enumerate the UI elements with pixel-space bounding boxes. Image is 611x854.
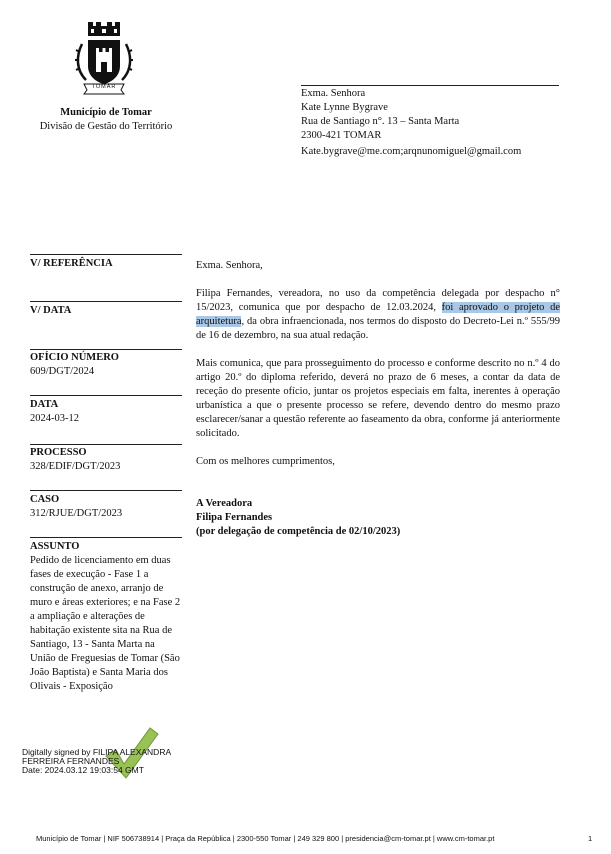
v-data-label: V/ DATA xyxy=(30,305,72,316)
paragraph-1-end: , da obra infraencionada, nos termos do disposto do Decreto-Lei n.º 555/99 de 16 de dezembro, na sua atual redação. xyxy=(196,316,560,341)
letter-body xyxy=(196,259,560,469)
assunto-value: Pedido de licenciamento em duas fases de execução - Fase 1 a construção de anexo, arranjo de muro e áreas exteriores; e na Fase 2 a ampliação e alterações de habitação existente sita na Rua de Santiago, 13 - Santa Marta na União de Freguesias de Tomar (São João Baptista) e Santa Maria dos Olivais - Exposição xyxy=(30,555,181,692)
caso-value: 312/RJUE/DGT/2023 xyxy=(30,508,123,519)
recipient-street: Rua de Santiago n°. 13 – Santa Marta xyxy=(301,116,460,127)
paragraph-2: Mais comunica, que para prosseguimento do processo e conforme descrito no n.º 4 do artigo 20.º do diploma referido, deverá no prazo de 6 meses, a contar da data de receção do presente ofício, juntar os projetos especiais em falta, inerentes à operação urbanística a que o presente processo se refere, devendo dentro do mesmo prazo esclarecer/sanar a questão referente ao faseamento da obra, conforme já anteriormente solicitado. xyxy=(196,358,560,439)
field-processo xyxy=(30,446,182,474)
municipality-name: Município de Tomar xyxy=(60,107,152,118)
digital-signature xyxy=(22,748,171,775)
field-v-data xyxy=(30,304,182,318)
municipal-crest-logo xyxy=(74,22,134,96)
signer-delegation: (por delegação de competência de 02/10/2023) xyxy=(196,526,401,537)
division-name: Divisão de Gestão do Território xyxy=(39,121,173,132)
page-number: 1 xyxy=(588,834,593,843)
letter-greeting: Exma. Senhora, xyxy=(196,260,263,271)
assunto-label: ASSUNTO xyxy=(30,541,80,552)
field-divider xyxy=(30,254,182,255)
caso-label: CASO xyxy=(30,494,60,505)
field-divider xyxy=(30,537,182,538)
field-assunto xyxy=(30,540,182,694)
field-divider xyxy=(30,490,182,491)
digital-signature-line-1: Digitally signed by FILIPA ALEXANDRA xyxy=(22,747,172,757)
highlighted-text: foi aprovado o projeto de arquitetura xyxy=(196,302,560,327)
paragraph-1 xyxy=(196,287,560,343)
address-divider xyxy=(301,85,559,86)
field-data xyxy=(30,398,182,426)
crest-ribbon-label: TOMAR xyxy=(91,84,117,90)
field-referencia xyxy=(30,257,182,271)
field-divider xyxy=(30,395,182,396)
field-caso xyxy=(30,493,182,521)
field-divider xyxy=(30,301,182,302)
data-value: 2024-03-12 xyxy=(30,413,79,424)
signer-role: A Vereadora xyxy=(196,498,253,509)
oficio-label: OFÍCIO NÚMERO xyxy=(30,352,119,363)
recipient-email: Kate.bygrave@me.com;arqnunomiguel@gmail.com xyxy=(301,146,522,157)
referencia-label: V/ REFERÊNCIA xyxy=(30,258,113,269)
field-oficio xyxy=(30,351,182,379)
digital-signature-date: Date: 2024.03.12 19:03:54 GMT xyxy=(22,765,144,775)
recipient-name: Kate Lynne Bygrave xyxy=(301,102,388,113)
oficio-value: 609/DGT/2024 xyxy=(30,366,95,377)
letter-closing: Com os melhores cumprimentos, xyxy=(196,456,335,467)
data-label: DATA xyxy=(30,399,59,410)
field-divider xyxy=(30,444,182,445)
page-footer: Município de Tomar | NIF 506738914 | Praça da República | 2300-550 Tomar | 249 329 800 | presidencia@cm-tomar.pt | www.cm-tomar.pt xyxy=(36,834,495,843)
recipient-salutation: Exma. Senhora xyxy=(301,88,366,99)
recipient-postal: 2300-421 TOMAR xyxy=(301,130,382,141)
signature-block xyxy=(196,497,560,539)
paragraph-1-start: Filipa Fernandes, vereadora, no uso da competência delegada por despacho n° 15/2023, comunica que por despacho de 12.03.2024, xyxy=(196,288,560,313)
field-divider xyxy=(30,349,182,350)
processo-value: 328/EDIF/DGT/2023 xyxy=(30,461,121,472)
issuer-block xyxy=(30,106,182,134)
processo-label: PROCESSO xyxy=(30,447,87,458)
signer-name: Filipa Fernandes xyxy=(196,512,273,523)
recipient-address xyxy=(301,87,521,159)
digital-signature-line-2: FERREIRA FERNANDES xyxy=(22,756,120,766)
